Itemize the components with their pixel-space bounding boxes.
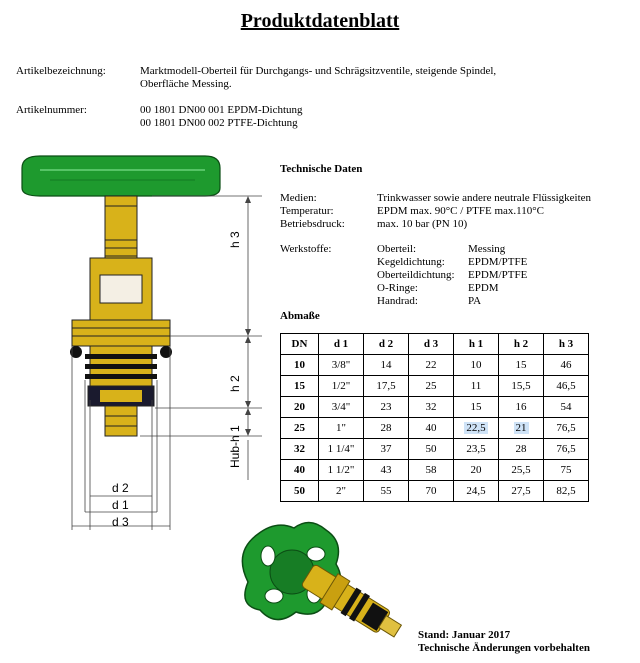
tech-data-title: Technische Daten [280,163,363,175]
tech-value-medien: Trinkwasser sowie andere neutrale Flüssigkeiten [377,192,592,204]
column-header: d 2 [364,334,409,355]
table-cell: 22 [409,355,454,376]
table-cell: 28 [364,418,409,439]
table-cell: 15,5 [499,376,544,397]
table-cell: 11 [454,376,499,397]
table-cell: 2" [319,481,364,502]
table-cell: 75 [544,460,589,481]
werkstoff-material: PA [468,295,482,307]
table-cell [499,418,544,439]
table-cell: 23,5 [454,439,499,460]
dimensions-table [280,333,589,502]
dim-label-hub: Hub-h 1 [228,425,242,468]
table-cell: 15 [281,376,319,397]
table-cell: 70 [409,481,454,502]
table-cell [454,418,499,439]
tech-value-betriebsdruck: max. 10 bar (PN 10) [377,218,468,230]
table-cell: 50 [409,439,454,460]
dim-label-d3: d 3 [112,515,129,529]
werkstoff-part: Oberteildichtung: [377,269,455,281]
werkstoff-part: Handrad: [377,295,418,307]
table-cell: 28 [499,439,544,460]
werkstoff-material: EPDM [468,282,499,294]
table-cell: 32 [281,439,319,460]
table-cell: 1 1/4" [319,439,364,460]
column-header: d 1 [319,334,364,355]
werkstoff-part: Kegeldichtung: [377,256,445,268]
table-cell: 54 [544,397,589,418]
table-cell: 43 [364,460,409,481]
table-cell: 37 [364,439,409,460]
table-cell: 10 [281,355,319,376]
artikelnummer-value-line2: 00 1801 DN00 002 PTFE-Dichtung [140,117,298,129]
tech-value-temperatur: EPDM max. 90°C / PTFE max.110°C [377,205,544,217]
table-cell: 25 [409,376,454,397]
table-row [281,376,589,397]
column-header: h 2 [499,334,544,355]
technical-drawing [0,150,275,535]
tech-label-temperatur: Temperatur: [280,205,334,217]
table-cell: 15 [454,397,499,418]
artikelnummer-label: Artikelnummer: [16,104,87,116]
product-3d-image [228,512,418,662]
table-cell: 46,5 [544,376,589,397]
werkstoff-part: Oberteil: [377,243,417,255]
werkstoff-part: O-Ringe: [377,282,418,294]
dim-label-h2: h 2 [228,375,242,392]
table-cell: 32 [409,397,454,418]
table-cell: 20 [281,397,319,418]
table-row [281,481,589,502]
table-cell: 20 [454,460,499,481]
table-cell: 25 [281,418,319,439]
table-cell: 25,5 [499,460,544,481]
page-title: Produktdatenblatt [240,10,400,32]
table-cell: 16 [499,397,544,418]
table-cell: 10 [454,355,499,376]
table-cell: 3/8" [319,355,364,376]
abmasse-title: Abmaße [280,310,320,322]
tech-label-betriebsdruck: Betriebsdruck: [280,218,345,230]
table-cell: 82,5 [544,481,589,502]
column-header: h 1 [454,334,499,355]
werkstoff-material: EPDM/PTFE [468,269,528,281]
tech-label-medien: Medien: [280,192,317,204]
table-cell: 23 [364,397,409,418]
werkstoff-material: Messing [468,243,506,255]
table-cell: 55 [364,481,409,502]
table-cell: 1/2" [319,376,364,397]
highlighted-value: 22,5 [466,422,486,434]
werkstoffe-label: Werkstoffe: [280,243,332,255]
dim-label-d1: d 1 [112,498,129,512]
column-header: DN [281,334,319,355]
table-row [281,355,589,376]
artikelbezeichnung-value-line1: Marktmodell-Oberteil für Durchgangs- und Schrägsitzventile, steigende Spindel, [140,65,497,77]
dim-label-d2: d 2 [112,481,129,495]
footer-note: Technische Änderungen vorbehalten [418,642,590,654]
artikelbezeichnung-value-line2: Oberfläche Messing. [140,78,232,90]
table-cell: 15 [499,355,544,376]
artikelnummer-value-line1: 00 1801 DN00 001 EPDM-Dichtung [140,104,303,116]
table-cell: 24,5 [454,481,499,502]
table-cell: 3/4" [319,397,364,418]
table-row [281,418,589,439]
column-header: h 3 [544,334,589,355]
table-cell: 58 [409,460,454,481]
table-cell: 50 [281,481,319,502]
table-cell: 40 [281,460,319,481]
table-row [281,439,589,460]
table-cell: 14 [364,355,409,376]
table-cell: 1" [319,418,364,439]
table-cell: 46 [544,355,589,376]
table-cell: 17,5 [364,376,409,397]
table-row [281,397,589,418]
dim-label-h3: h 3 [228,231,242,248]
table-header-row [281,334,589,355]
highlighted-value: 21 [515,422,527,434]
werkstoff-material: EPDM/PTFE [468,256,528,268]
footer-date: Stand: Januar 2017 [418,629,511,641]
table-cell: 40 [409,418,454,439]
table-row [281,460,589,481]
artikelbezeichnung-label: Artikelbezeichnung: [16,65,106,77]
table-cell: 76,5 [544,418,589,439]
table-cell: 27,5 [499,481,544,502]
column-header: d 3 [409,334,454,355]
table-cell: 76,5 [544,439,589,460]
table-cell: 1 1/2" [319,460,364,481]
